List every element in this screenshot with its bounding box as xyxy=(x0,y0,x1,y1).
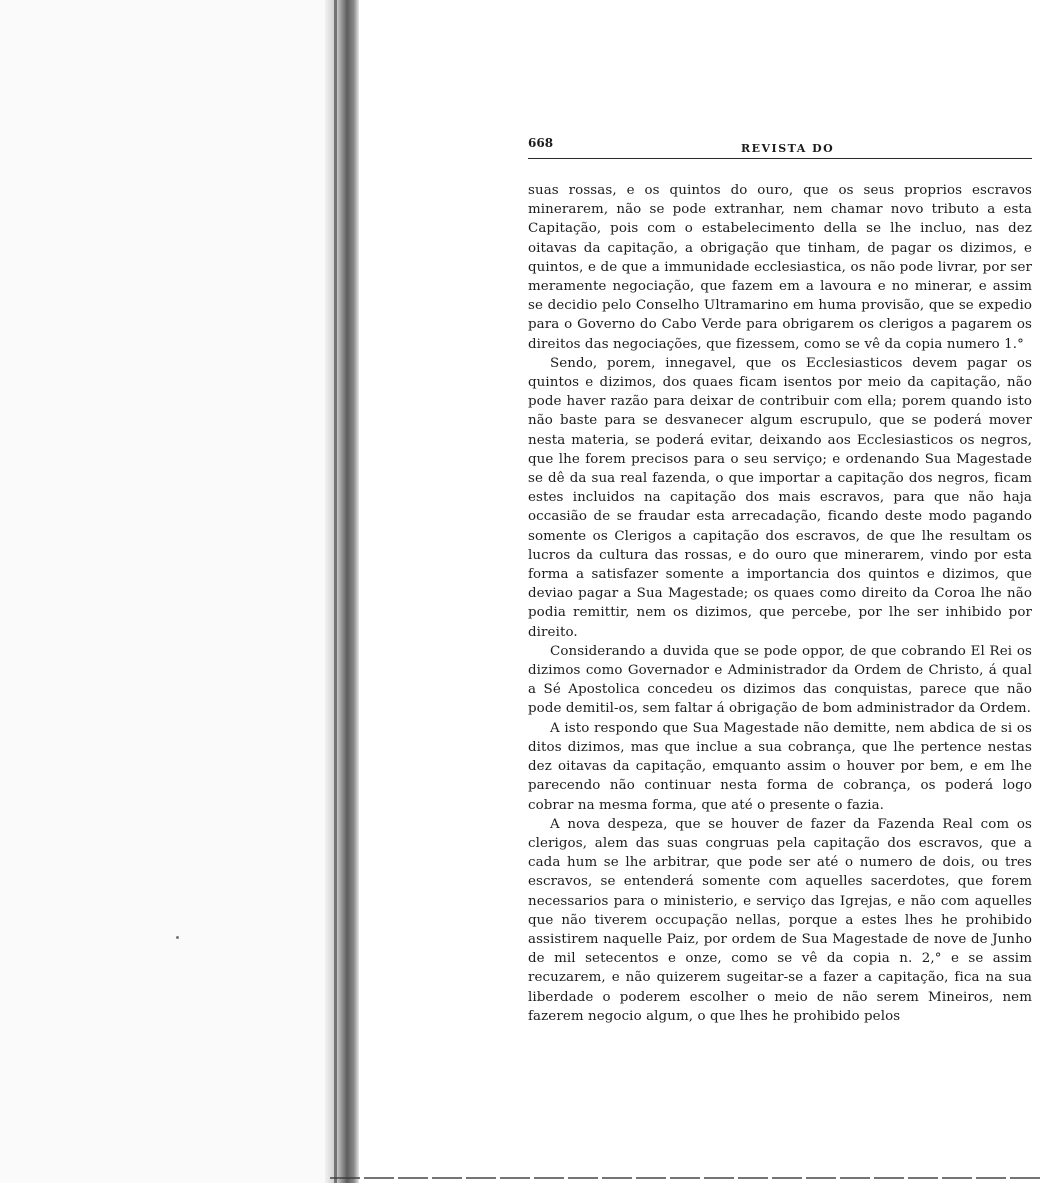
running-title: REVISTA DO xyxy=(741,142,835,155)
paragraph-3: Considerando a duvida que se pode oppor, de que cobrando El Rei os dizimos como Governador e Administrador da Ordem de Christo, á qual a Sé Apostolica concedeu os dizimos das conquistas, parece que não pode demitil-os, sem faltar á obrigação de bom administrador da Ordem. xyxy=(528,643,1032,717)
running-header xyxy=(528,136,1032,159)
paragraph-1: suas rossas, e os quintos do ouro, que os seus proprios escravos minerarem, não se pode extranhar, nem chamar novo tributo a esta Capitação, pois com o estabelecimento della se lhe incluo, nas dez oitavas da capitação, a obrigação que tinham, de pagar os dizimos, e quintos, e de que a immunidade ecclesiastica, os não pode livrar, por ser meramente negociação, que fazem em a lavoura e no minerar, e assim se decidio pelo Conselho Ultramarino em huma provisão, que se expedio para o Governo do Cabo Verde para obrigarem os clerigos a pagarem os direitos das negociações, que fizessem, como se vê da copia numero 1.° xyxy=(528,183,1032,352)
printed-page xyxy=(528,136,1032,1026)
paragraph-2: Sendo, porem, innegavel, que os Ecclesiasticos devem pagar os quintos e dizimos, dos quaes ficam isentos por meio da capitação, não pode haver razão para deixar de contribuir com ella; porem quando isto não baste para se desvanecer algum escrupulo, que se poderá mover nesta materia, se poderá evitar, deixando aos Ecclesiasticos os negros, que lhe forem precisos para o seu serviço; e ordenando Sua Magestade se dê da sua real fazenda, o que importar a capitação dos negros, ficam estes incluidos na capitação dos mais escravos, para que não haja occasião de se fraudar esta arrecadação, ficando deste modo pagando somente os Clerigos a capitação dos escravos, de que lhe resultam os lucros da cultura das rossas, e do ouro que minerarem, vindo por esta forma a satisfazer somente a importancia dos quintos e dizimos, que deviao pagar a Sua Magestade; os quaes como direito da Coroa lhe não podia remittir, nem os dizimos, que percebe, por lhe ser inhibido por direito. xyxy=(528,355,1032,640)
book-gutter-edge xyxy=(334,0,337,1183)
paragraph-4: A isto respondo que Sua Magestade não demitte, nem abdica de si os ditos dizimos, mas que inclue a sua cobrança, que lhe pertence nestas dez oitavas da capitação, emquanto assim o houver por bem, e em lhe parecendo não continuar nesta forma de cobrança, os poderá logo cobrar na mesma forma, que até o presente o fazia. xyxy=(528,720,1032,813)
facing-page-blank xyxy=(0,0,338,1183)
page-number: 668 xyxy=(528,136,554,150)
page-bottom-edge xyxy=(330,1177,1040,1179)
body-text xyxy=(528,181,1032,1026)
margin-speck xyxy=(176,936,179,939)
paragraph-5: A nova despeza, que se houver de fazer da Fazenda Real com os clerigos, alem das suas congruas pela capitação dos escravos, que a cada hum se lhe arbitrar, que pode ser até o numero de dois, ou tres escravos, se entenderá somente com aquelles sacerdotes, que forem necessarios para o ministerio, e serviço das Igrejas, e não com aquelles que não tiverem occupação nellas, porque a estes lhes he prohibido assistirem naquelle Paiz, por ordem de Sua Magestade de nove de Junho de mil setecentos e onze, como se vê da copia n. 2,° e se assim recuzarem, e não quizerem sugeitar-se a fazer a capitação, fica na sua liberdade o poderem escolher o meio de não serem Mineiros, nem fazerem negocio algum, o que lhes he prohibido pelos xyxy=(528,816,1032,1024)
book-gutter-shadow xyxy=(325,0,359,1183)
